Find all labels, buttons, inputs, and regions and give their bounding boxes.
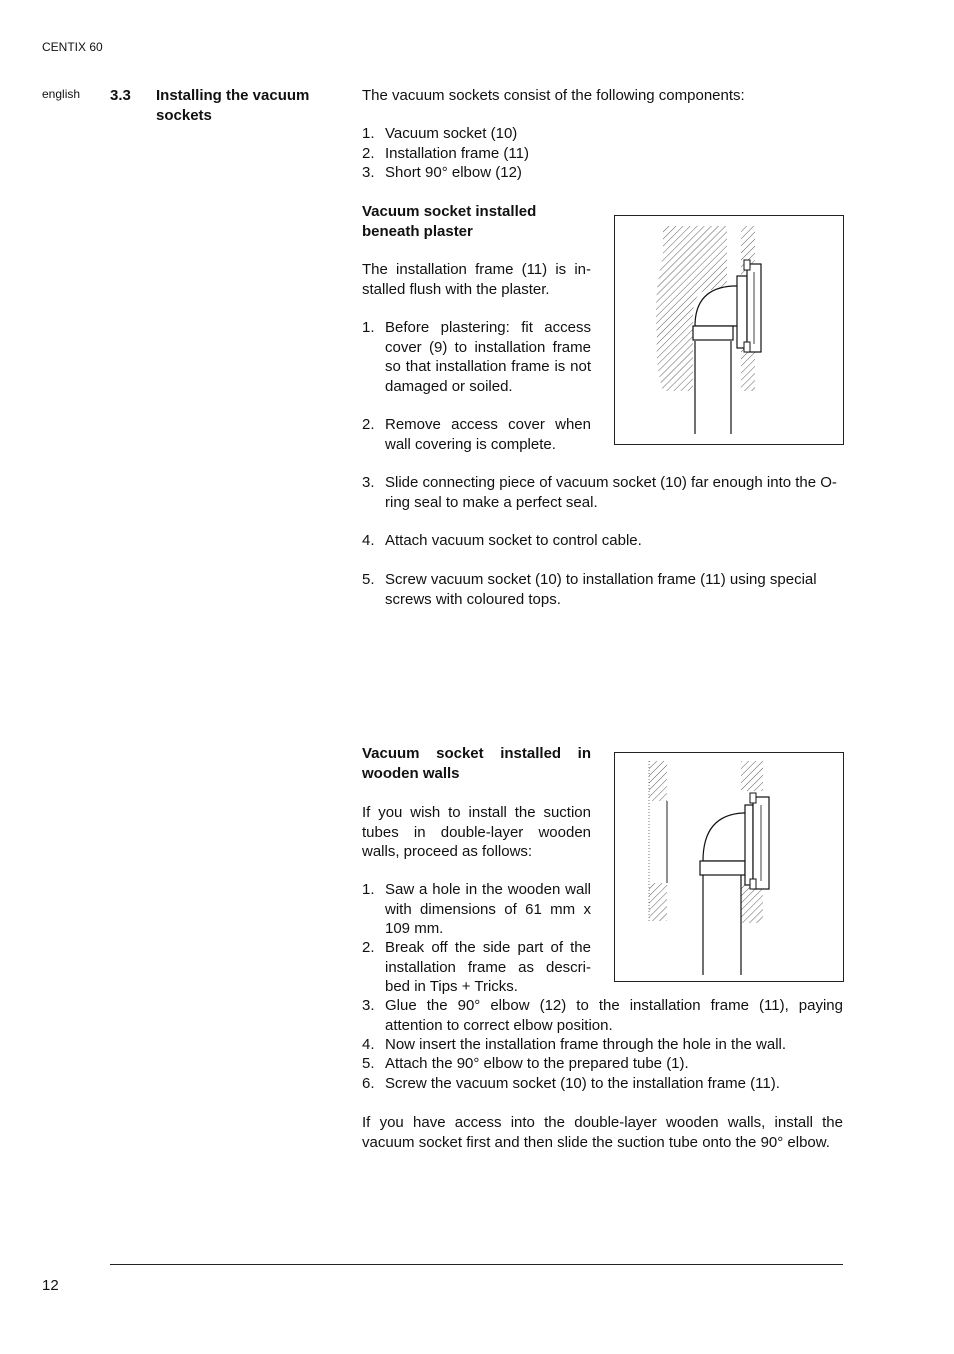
- list-number: 1.: [362, 125, 375, 142]
- elbow: [703, 813, 747, 861]
- wooden-step: [362, 880, 591, 939]
- wood-layer-right-bottom: [741, 885, 763, 923]
- list-text: Glue the 90° elbow (12) to the installation frame (11), paying attention to correct elbow position.: [385, 997, 843, 1034]
- list-number: 4.: [362, 532, 375, 549]
- page-number: 12: [42, 1277, 59, 1294]
- list-number: 3.: [362, 474, 375, 491]
- wood-layer-left-top: [649, 761, 667, 801]
- list-number: 5.: [362, 1055, 375, 1072]
- list-number: 2.: [362, 145, 375, 162]
- plaster-step: [362, 531, 843, 551]
- list-number: 3.: [362, 164, 375, 181]
- list-text: Saw a hole in the wooden wall with dimensions of 61 mm x 109 mm.: [385, 881, 591, 937]
- list-text: Now insert the installation frame through the hole in the wall.: [385, 1036, 787, 1053]
- footer-divider: [110, 1264, 843, 1265]
- subsection-heading-plaster: Vacuum socket installed beneath plaster: [362, 203, 537, 240]
- component-item: [362, 124, 843, 144]
- wooden-closing-paragraph: If you have access into the double-layer wooden walls, install the vacuum socket first and then slide the suction tube onto the 90° elbow.: [362, 1114, 843, 1151]
- figure-wooden-wall: [614, 752, 844, 982]
- plaster-step: [362, 415, 591, 454]
- wooden-step: [362, 1074, 843, 1094]
- list-number: 2.: [362, 416, 375, 433]
- list-text: Break off the side part of the installation frame as descri-bed in Tips + Tricks.: [385, 939, 591, 995]
- list-text: Attach the 90° elbow to the prepared tube (1).: [385, 1055, 689, 1072]
- wood-layer-right-top: [741, 761, 763, 791]
- list-number: 1.: [362, 881, 375, 898]
- installation-frame: [745, 805, 753, 885]
- language-label: english: [42, 87, 81, 101]
- list-number: 2.: [362, 939, 375, 956]
- component-item: [362, 144, 843, 164]
- wooden-wall-diagram: [615, 753, 843, 981]
- wooden-step: [362, 1054, 843, 1074]
- list-number: 3.: [362, 997, 375, 1014]
- list-text: Attach vacuum socket to control cable.: [385, 532, 642, 549]
- wooden-step: [362, 996, 843, 1035]
- subsection-heading-wooden: Vacuum socket installed in wooden walls: [362, 745, 591, 782]
- section-number: 3.3: [110, 87, 131, 104]
- plaster-wall-diagram: [615, 216, 843, 444]
- list-text: Screw the vacuum socket (10) to the installation frame (11).: [385, 1075, 780, 1092]
- plaster-paragraph: The installation frame (11) is in-stalled flush with the plaster.: [362, 261, 591, 298]
- list-text: Before plastering: fit access cover (9) to installation frame so that installation frame is not damaged or soiled.: [385, 319, 591, 395]
- section-title: Installing the vacuum sockets: [156, 87, 310, 124]
- list-number: 5.: [362, 571, 375, 588]
- figure-plaster-wall: [614, 215, 844, 445]
- plaster-step: [362, 570, 843, 609]
- intro-text: The vacuum sockets consist of the following components:: [362, 87, 745, 104]
- list-number: 1.: [362, 319, 375, 336]
- list-text: Vacuum socket (10): [385, 125, 518, 142]
- component-item: [362, 163, 843, 183]
- list-text: Short 90° elbow (12): [385, 164, 522, 181]
- list-text: Installation frame (11): [385, 145, 529, 162]
- list-text: Screw vacuum socket (10) to installation frame (11) using special screws with coloured tops.: [385, 571, 817, 608]
- wooden-paragraph: If you wish to install the suction tubes in double-layer wooden walls, proceed as follows:: [362, 804, 591, 860]
- wooden-step: [362, 1035, 843, 1055]
- installation-frame: [737, 276, 747, 348]
- list-text: Slide connecting piece of vacuum socket (10) far enough into the O-ring seal to make a perfect seal.: [385, 474, 837, 511]
- list-number: 6.: [362, 1075, 375, 1092]
- list-number: 4.: [362, 1036, 375, 1053]
- plaster-step: [362, 473, 843, 512]
- list-text: Remove access cover when wall covering is complete.: [385, 416, 591, 453]
- plaster-step: [362, 318, 591, 396]
- wood-layer-left-bottom: [649, 883, 667, 921]
- wooden-step: [362, 938, 591, 997]
- document-title: CENTIX 60: [42, 40, 103, 54]
